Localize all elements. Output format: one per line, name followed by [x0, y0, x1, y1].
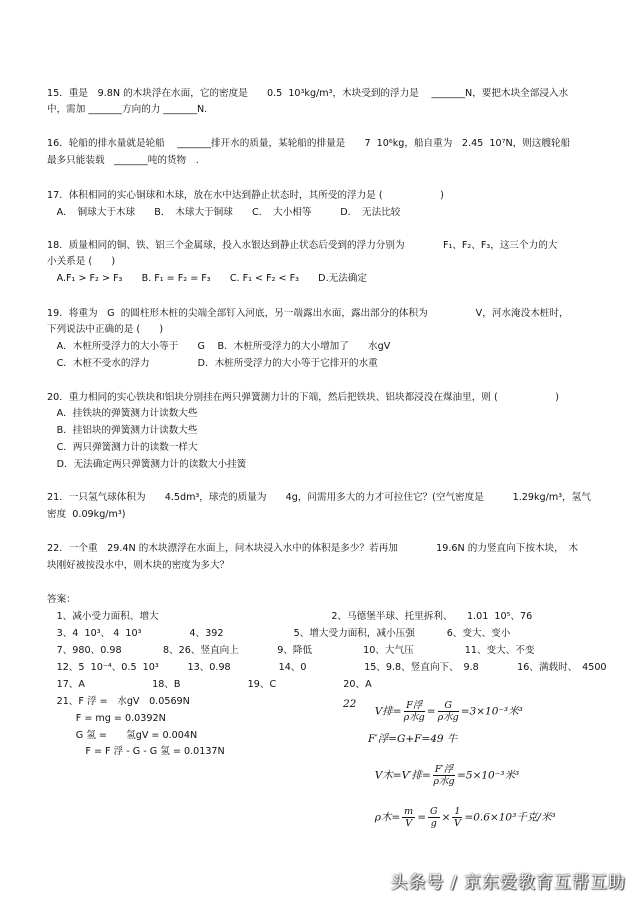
eq4-mid: = [417, 811, 426, 824]
eq3-rhs: =5×10⁻³米³ [457, 769, 520, 782]
answer-21-line-2: F = mg = 0.0392N [47, 713, 166, 724]
eq4-num-1: m [404, 806, 414, 817]
eq4-den-2: g [430, 818, 437, 829]
eq4-lhs: ρ木= [374, 811, 401, 824]
q17-line-1: 17．体积相同的实心铜球和木球，放在水中达到静止状态时，其所受的浮力是 ( ) [47, 190, 444, 201]
answer-21-line-3: G 氢 = 氢gV = 0.004N [47, 730, 198, 741]
q20-option-b: B．挂铝块的弹簧测力计读数大些 [47, 425, 198, 436]
eq4-num-2: G [430, 806, 438, 817]
q18-line-2: 小关系是 ( ) [47, 256, 116, 267]
q19-line-1: 19．将重为 G 的圆柱形木桩的尖端全部钉入河底，另一端露出水面，露出部分的体积为 V，河水淹没木桩时， [47, 308, 569, 319]
q20-option-a: A．挂铁块的弹簧测力计读数大些 [47, 408, 198, 419]
q15-line-1: 15．重是 9.8N 的木块浮在水面，它的密度是 0.5 10³kg/m³，木块受到的浮力是 _______N，要把木块全部浸入水 [47, 88, 569, 99]
q21-line-1: 21．一只氢气球体积为 4.5dm³，球壳的质量为 4g，问需用多大的力才可拉住它？(空气密度是 1.29kg/m³，氢气 [47, 492, 591, 503]
eq3-fraction [433, 764, 455, 787]
eq1-fraction-2 [438, 700, 459, 723]
eq4-times: × [441, 811, 451, 824]
eq1-num-1: F浮 [404, 700, 425, 712]
eq1-fraction-1 [404, 700, 425, 723]
answers-heading: 答案： [47, 594, 76, 605]
eq4-fraction-3 [452, 806, 462, 829]
answer-22-eq-3 [368, 752, 519, 787]
eq4-rhs: =0.6×10³千克/米³ [464, 811, 556, 824]
eq1-rhs: =3×10⁻³米³ [460, 705, 523, 718]
eq3-lhs: V木=V′排= [374, 769, 431, 782]
q19-options-cd: C．木桩不受水的浮力 D．木桩所受浮力的大小等于它排开的水重 [47, 358, 378, 369]
q22-line-2: 块刚好被按没水中，则木块的密度为多大？ [47, 560, 230, 571]
answer-21-line-1: 21、F 浮 = 水gV 0.0569N [47, 696, 190, 707]
q20-line-1: 20．重力相同的实心铁块和铝块分别挂在两只弹簧测力计的下端，然后把铁块、铝块都浸没在煤油里，则 ( ) [47, 392, 560, 403]
eq4-fraction-2 [428, 806, 440, 829]
q17-options: A． 铜球大于木球 B． 木球大于铜球 C． 大小相等 D． 无法比较 [47, 207, 401, 218]
q16-line-1: 16．轮船的排水量就是轮船 _______排开水的质量，某轮船的排量是 7 10⁶kg，船自重为 2.45 10⁷N，则这艘轮船 [47, 138, 571, 149]
q21-line-2: 密度 0.09kg/m³) [47, 509, 126, 520]
answer-row-2: 3、4 10³、 4 10³ 4、392 5、增大受力面积，减小压强 6、变大、变小 [47, 628, 511, 639]
answer-22-eq-1 [368, 688, 523, 723]
answer-row-3: 7、980、0.98 8、26、竖直向上 9、降低 10、大气压 11、变大、不变 [47, 645, 535, 656]
watermark: 头条号 / 京东爱教育互帮互助 [390, 873, 626, 893]
answer-row-4: 12、5 10⁻⁴、0.5 10³ 13、0.98 14、0 15、9.8、竖直向下、 9.8 16、满载时、 4500 [47, 662, 607, 673]
eq4-num-3: 1 [454, 806, 461, 817]
eq3-num: F′浮 [434, 764, 454, 775]
q16-line-2: 最多只能装载 _______吨的货物 . [47, 155, 199, 166]
eq1-lhs: V排= [374, 705, 402, 718]
eq1-den-2: ρ水g [437, 712, 459, 723]
answer-22-label: 22 [343, 698, 357, 710]
eq4-den-3: V [453, 818, 461, 829]
q18-options: A.F₁ > F₂ > F₃ B. F₁ = F₂ = F₃ C. F₁ < F₂ < F₃ D.无法确定 [47, 273, 367, 284]
q19-options-ab: A．木桩所受浮力的大小等于 G B．木桩所受浮力的大小增加了 水gV [47, 341, 391, 352]
answer-21-line-4: F = F 浮 - G - G 氢 = 0.0137N [47, 746, 225, 757]
eq1-mid: = [426, 705, 436, 718]
q19-line-2: 下列说法中正确的是 ( ) [47, 324, 164, 335]
eq4-den-1: V [405, 818, 413, 829]
q15-line-2: 中，需加 _______方向的力 _______N. [47, 104, 208, 115]
q22-line-1: 22．一个重 29.4N 的木块漂浮在水面上，问木块浸入水中的体积是多少？若再加 19.6N 的力竖直向下按木块， 木 [47, 543, 579, 554]
eq1-den-1: ρ水g [403, 712, 425, 723]
q20-option-d: D．无法确定两只弹簧测力计的读数大小挂簧 [47, 459, 247, 470]
answer-row-5: 17、A 18、B 19、C 20、A [47, 679, 372, 690]
answer-22-eq-2: F′浮=G+F=49 牛 [368, 733, 458, 745]
q18-line-1: 18．质量相同的铜、铁、铝三个金属球，投入水银达到静止状态后受到的浮力分别为 F₁、F₂、F₃，这三个力的大 [47, 240, 558, 251]
eq4-fraction-1 [402, 806, 415, 829]
answer-22-eq-4 [368, 794, 556, 829]
eq1-num-2: G [438, 700, 459, 712]
eq3-den: ρ水g [433, 776, 455, 787]
answer-row-1: 1、减小受力面积、增大 2、马德堡半球、托里拆利、 1.01 10⁵、76 [47, 611, 533, 622]
q20-option-c: C．两只弹簧测力计的读数一样大 [47, 442, 198, 453]
